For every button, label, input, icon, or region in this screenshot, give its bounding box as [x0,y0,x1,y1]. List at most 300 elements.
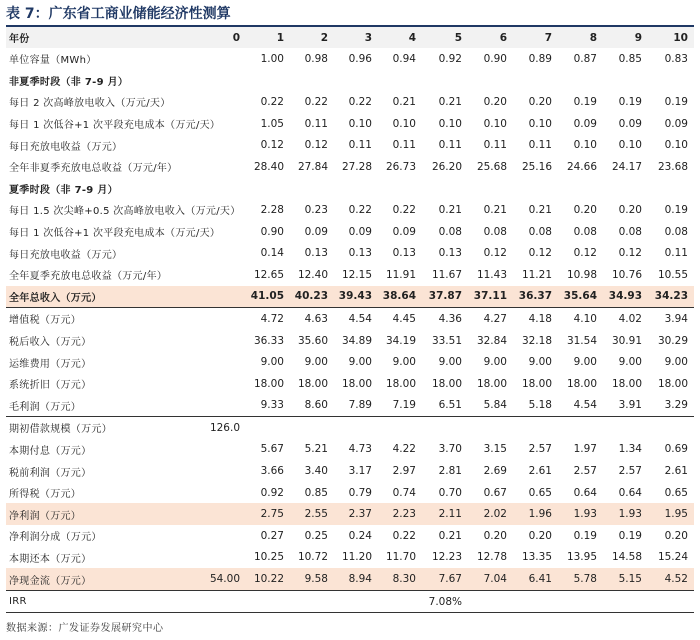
cell-year-2 [290,417,334,439]
cell-year-4: 0.74 [392,486,416,499]
cell-year-3: 4.54 [334,308,378,330]
table-row [6,330,694,352]
irr-empty-cell [290,590,334,613]
cell-year-3: 7.89 [348,399,372,412]
cell-year-3: 2.37 [334,503,378,525]
cell-year-8: 0.64 [573,486,597,499]
cell-year-7: 25.16 [521,160,552,173]
cell-year-2: 3.40 [304,465,328,478]
cell-year-5: 18.00 [431,377,462,390]
cell-year-5 [422,178,468,200]
cell-year-9: 0.20 [618,203,642,216]
cell-year-1: 10.22 [246,568,290,590]
cell-year-1: 0.14 [260,247,284,260]
table-row [6,503,694,525]
cell-year-0 [198,156,246,178]
cell-year-5: 0.21 [438,529,462,542]
cell-year-4: 0.10 [392,117,416,130]
cell-year-6: 12.78 [476,551,507,564]
cell-year-9: 34.93 [603,286,648,308]
cell-year-8: 31.54 [566,334,597,347]
cell-year-7: 36.37 [513,286,558,308]
cell-year-2 [290,70,334,92]
table-row [6,547,694,569]
cell-year-1: 2.28 [260,203,284,216]
table-row [6,439,694,461]
cell-year-7 [513,417,558,439]
cell-year-0 [198,48,246,70]
cell-year-2: 8.60 [304,399,328,412]
cell-year-2: 0.23 [304,203,328,216]
cell-year-7: 0.10 [528,117,552,130]
cell-year-0 [198,525,246,547]
cell-year-6: 37.11 [468,286,513,308]
header-year: 6 [468,27,513,48]
cell-year-1 [246,70,290,92]
cell-year-10: 3.94 [648,308,694,330]
row-label: 全年总收入（万元） [6,286,198,308]
cell-year-2: 18.00 [297,377,328,390]
cell-year-8: 5.78 [558,568,603,590]
cell-year-2: 2.55 [290,503,334,525]
cell-year-9: 14.58 [611,551,642,564]
cell-year-7: 0.12 [528,247,552,260]
cell-year-7: 6.41 [513,568,558,590]
cell-year-6 [468,417,513,439]
cell-year-7 [513,70,558,92]
table-row [6,178,694,200]
cell-year-10: 1.95 [648,503,694,525]
cell-year-7: 2.61 [528,465,552,478]
cell-year-10: 0.65 [664,486,688,499]
cell-year-1: 1.05 [260,117,284,130]
row-label: 每日 1.5 次尖峰+0.5 次高峰放电收入（万元/天） [9,206,241,218]
cell-year-10 [648,70,694,92]
cell-year-9: 10.76 [611,268,642,281]
cell-year-8: 1.93 [558,503,603,525]
cell-year-0 [198,373,246,395]
table-row [6,568,694,590]
cell-year-6: 3.15 [483,443,507,456]
cell-year-9 [603,178,648,200]
cell-year-10: 10.55 [657,268,688,281]
cell-year-0 [198,351,246,373]
cell-year-8 [558,178,603,200]
cell-year-4: 2.23 [378,503,422,525]
cell-year-0 [198,178,246,200]
cell-year-10 [648,417,694,439]
table-row [6,48,694,70]
cell-year-6: 4.27 [468,308,513,330]
cell-year-9: 30.91 [611,334,642,347]
row-label: 系统折旧（万元） [9,380,92,392]
cell-year-1: 41.05 [246,286,290,308]
cell-year-3: 0.79 [348,486,372,499]
cell-year-2: 0.13 [304,247,328,260]
cell-year-7: 0.89 [528,52,552,65]
cell-year-10: 15.24 [657,551,688,564]
cell-year-4: 0.22 [392,529,416,542]
table-row [6,156,694,178]
cell-year-0: 126.0 [198,417,246,439]
header-year: 10 [648,27,694,48]
cell-year-0 [198,308,246,330]
cell-year-6: 9.00 [483,356,507,369]
row-label: 全年夏季充放电总收益（万元/年） [9,271,168,283]
cell-year-2: 35.60 [297,334,328,347]
cell-year-1: 0.92 [260,486,284,499]
table-row [6,525,694,547]
cell-year-4: 0.09 [392,225,416,238]
cell-year-1: 10.25 [253,551,284,564]
cell-year-0 [198,503,246,525]
cell-year-0 [198,286,246,308]
table-row [6,286,694,308]
cell-year-7: 2.57 [528,443,552,456]
cell-year-3: 0.22 [348,95,372,108]
cell-year-3: 0.10 [348,117,372,130]
cell-year-3: 0.09 [348,225,372,238]
cell-year-2 [290,178,334,200]
cell-year-10: 0.08 [664,225,688,238]
cell-year-6: 0.21 [483,203,507,216]
cell-year-8: 13.95 [566,551,597,564]
cell-year-0 [198,395,246,417]
cell-year-5: 6.51 [438,399,462,412]
cell-year-4 [378,178,422,200]
row-label: 税后收入（万元） [9,337,92,349]
cell-year-6 [468,178,513,200]
cell-year-7: 0.20 [528,529,552,542]
cell-year-4: 11.91 [385,268,416,281]
cell-year-3: 18.00 [341,377,372,390]
table-row [6,70,694,92]
cell-year-10: 3.29 [664,399,688,412]
row-label: 每日充放电收益（万元） [9,249,123,261]
table-row [6,242,694,264]
header-year: 2 [290,27,334,48]
cell-year-3: 0.22 [348,203,372,216]
cell-year-3: 3.17 [348,465,372,478]
cell-year-2: 0.12 [304,139,328,152]
irr-empty-cell [558,590,603,613]
cell-year-1: 0.90 [260,225,284,238]
cell-year-2: 9.58 [290,568,334,590]
row-label: 单位容量（MWh） [9,55,97,67]
cell-year-4: 0.13 [392,247,416,260]
table-row [6,91,694,113]
cell-year-6: 18.00 [476,377,507,390]
cell-year-5: 2.81 [438,465,462,478]
cell-year-4: 0.22 [392,203,416,216]
cell-year-6: 0.20 [483,529,507,542]
irr-empty-cell [378,590,422,613]
cell-year-9: 18.00 [611,377,642,390]
cell-year-0 [198,70,246,92]
cell-year-4: 2.97 [392,465,416,478]
cell-year-9: 1.93 [603,503,648,525]
table-row [6,199,694,221]
cell-year-2: 0.25 [304,529,328,542]
cell-year-0 [198,91,246,113]
cell-year-4: 18.00 [385,377,416,390]
cell-year-2: 27.84 [297,160,328,173]
cell-year-8 [558,417,603,439]
cell-year-2: 9.00 [304,356,328,369]
header-year: 7 [513,27,558,48]
cell-year-8: 2.57 [573,465,597,478]
cell-year-8: 0.19 [573,529,597,542]
cell-year-1: 0.12 [260,139,284,152]
cell-year-3 [334,417,378,439]
cell-year-8: 24.66 [566,160,597,173]
cell-year-1: 28.40 [253,160,284,173]
cell-year-2: 0.22 [304,95,328,108]
cell-year-9: 4.02 [603,308,648,330]
table-row [6,482,694,504]
cell-year-1: 9.33 [260,399,284,412]
cell-year-4: 4.45 [378,308,422,330]
cell-year-3: 0.13 [348,247,372,260]
cell-year-3: 9.00 [348,356,372,369]
cell-year-1: 5.67 [260,443,284,456]
cell-year-7: 32.18 [521,334,552,347]
cell-year-9: 3.91 [618,399,642,412]
row-label: 每日 2 次高峰放电收入（万元/天） [9,98,171,110]
cell-year-3: 34.89 [341,334,372,347]
table-row [6,395,694,417]
cell-year-0: 54.00 [198,568,246,590]
header-year: 1 [246,27,290,48]
cell-year-0 [198,460,246,482]
cell-year-7: 0.11 [528,139,552,152]
cell-year-3 [334,178,378,200]
header-year: 3 [334,27,378,48]
irr-empty-cell [603,590,648,613]
row-label: 本期还本（万元） [9,553,92,565]
cell-year-7: 1.96 [513,503,558,525]
cell-year-5: 0.70 [438,486,462,499]
cell-year-6: 0.67 [483,486,507,499]
cell-year-8: 0.10 [573,139,597,152]
table-row [6,113,694,135]
cell-year-2: 4.63 [290,308,334,330]
cell-year-5 [422,417,468,439]
cell-year-9: 0.64 [618,486,642,499]
cell-year-4 [378,417,422,439]
cell-year-8: 35.64 [558,286,603,308]
cell-year-0 [198,439,246,461]
cell-year-4: 34.19 [385,334,416,347]
table-row [6,264,694,286]
source-note: 数据来源：广发证券发展研究中心 [6,623,164,634]
cell-year-6: 0.90 [483,52,507,65]
cell-year-4: 0.94 [392,52,416,65]
cell-year-4: 4.22 [392,443,416,456]
cell-year-9: 0.19 [618,529,642,542]
cell-year-6: 25.68 [476,160,507,173]
cell-year-8: 0.12 [573,247,597,260]
row-label: 每日 1 次低谷+1 次平段充电成本（万元/天） [9,120,221,132]
cell-year-3: 0.11 [348,139,372,152]
cell-year-9: 0.19 [618,95,642,108]
cell-year-9: 2.57 [618,465,642,478]
cell-year-5: 0.92 [438,52,462,65]
cell-year-8: 1.97 [573,443,597,456]
cell-year-6: 7.04 [468,568,513,590]
cell-year-8: 18.00 [566,377,597,390]
row-label: 每日 1 次低谷+1 次平段充电成本（万元/天） [9,228,221,240]
table-row [6,460,694,482]
cell-year-3: 0.24 [348,529,372,542]
irr-value: 7.08% [422,590,468,613]
cell-year-9: 24.17 [611,160,642,173]
table-body [6,27,694,613]
irr-empty-cell [246,590,290,613]
cell-year-4: 26.73 [385,160,416,173]
cell-year-1: 2.75 [246,503,290,525]
cell-year-4: 7.19 [392,399,416,412]
cell-year-5: 0.13 [438,247,462,260]
cell-year-8: 0.87 [573,52,597,65]
cell-year-5 [422,70,468,92]
cell-year-3: 8.94 [334,568,378,590]
cell-year-5: 0.21 [438,95,462,108]
header-year: 4 [378,27,422,48]
cell-year-0 [198,242,246,264]
cell-year-10: 0.10 [664,139,688,152]
cell-year-9: 0.09 [618,117,642,130]
cell-year-5: 0.10 [438,117,462,130]
cell-year-0 [198,264,246,286]
row-label: 全年非夏季充放电总收益（万元/年） [9,163,178,175]
cell-year-4: 11.70 [385,551,416,564]
cell-year-3: 12.15 [341,268,372,281]
cell-year-4: 0.21 [392,95,416,108]
cell-year-0 [198,134,246,156]
cell-year-9: 9.00 [618,356,642,369]
cell-year-6: 2.02 [468,503,513,525]
cell-year-8: 0.19 [573,95,597,108]
cell-year-3: 39.43 [334,286,378,308]
cell-year-4: 0.11 [392,139,416,152]
cell-year-10: 2.61 [664,465,688,478]
cell-year-10: 0.83 [664,52,688,65]
cell-year-5: 0.08 [438,225,462,238]
row-label: 所得税（万元） [9,489,82,501]
cell-year-8: 9.00 [573,356,597,369]
row-label: 非夏季时段（非 7-9 月） [9,76,129,88]
cell-year-10: 4.52 [648,568,694,590]
table-row [6,417,694,439]
row-label: 每日充放电收益（万元） [9,141,123,153]
cell-year-8 [558,70,603,92]
cell-year-6: 0.20 [483,95,507,108]
irr-empty-cell [198,590,246,613]
cell-year-3: 27.28 [341,160,372,173]
row-label: 本期付息（万元） [9,445,92,457]
cell-year-2: 5.21 [304,443,328,456]
cell-year-2: 0.98 [304,52,328,65]
cell-year-5: 37.87 [422,286,468,308]
irr-empty-cell [513,590,558,613]
irr-label: IRR [6,590,198,613]
row-label: 净现金流（万元） [6,568,198,590]
cell-year-7: 0.20 [528,95,552,108]
cell-year-5: 9.00 [438,356,462,369]
cell-year-9: 0.10 [618,139,642,152]
cell-year-1 [246,417,290,439]
cell-year-7: 11.21 [521,268,552,281]
cell-year-7: 9.00 [528,356,552,369]
cell-year-8: 4.10 [558,308,603,330]
cell-year-9: 0.12 [618,247,642,260]
header-year: 5 [422,27,468,48]
header-label: 年份 [6,27,198,48]
cell-year-7: 0.65 [528,486,552,499]
cell-year-3: 11.20 [341,551,372,564]
cell-year-7: 0.08 [528,225,552,238]
cell-year-0 [198,330,246,352]
cell-year-6: 0.10 [483,117,507,130]
cell-year-9 [603,70,648,92]
cell-year-6: 0.08 [483,225,507,238]
cell-year-2: 0.09 [304,225,328,238]
cell-year-5: 2.11 [422,503,468,525]
cell-year-10: 0.69 [664,443,688,456]
cell-year-9: 5.15 [603,568,648,590]
cell-year-9: 1.34 [618,443,642,456]
cell-year-3: 4.73 [348,443,372,456]
irr-empty-cell [334,590,378,613]
cell-year-10: 30.29 [657,334,688,347]
cell-year-5: 0.21 [438,203,462,216]
cell-year-10: 34.23 [648,286,694,308]
header-row [6,27,694,48]
cell-year-1: 1.00 [260,52,284,65]
row-label: 净利润分成（万元） [9,532,102,544]
cell-year-6 [468,70,513,92]
cell-year-6: 11.43 [476,268,507,281]
cell-year-6: 5.84 [483,399,507,412]
cell-year-1: 0.27 [260,529,284,542]
cell-year-5: 11.67 [431,268,462,281]
cell-year-8: 0.20 [573,203,597,216]
cell-year-4 [378,70,422,92]
cell-year-5: 33.51 [431,334,462,347]
row-label: 期初借款规模（万元） [6,417,198,439]
cell-year-1: 12.65 [253,268,284,281]
cell-year-2: 0.85 [304,486,328,499]
row-label: 毛利润（万元） [9,401,82,413]
cell-year-2: 40.23 [290,286,334,308]
cell-year-7 [513,178,558,200]
row-label: 净利润（万元） [6,503,198,525]
cell-year-9: 0.08 [618,225,642,238]
cell-year-6: 0.12 [483,247,507,260]
cell-year-2: 0.11 [304,117,328,130]
cell-year-6: 0.11 [483,139,507,152]
irr-empty-cell [648,590,694,613]
cell-year-10 [648,178,694,200]
header-year: 8 [558,27,603,48]
cell-year-7: 13.35 [521,551,552,564]
table-row [6,308,694,330]
cell-year-0 [198,482,246,504]
cell-year-2: 12.40 [297,268,328,281]
cell-year-2: 10.72 [297,551,328,564]
cell-year-5: 26.20 [431,160,462,173]
